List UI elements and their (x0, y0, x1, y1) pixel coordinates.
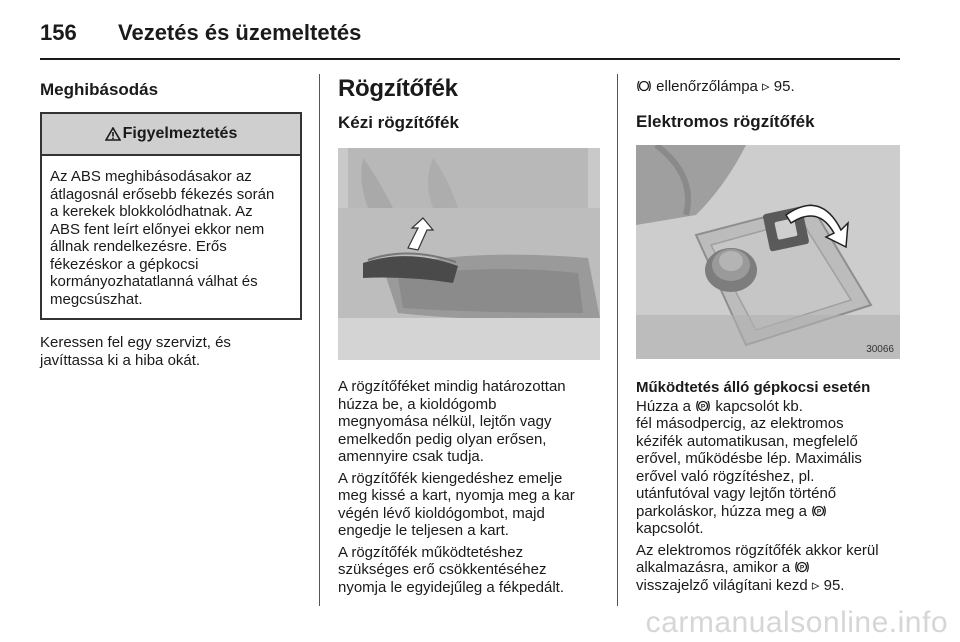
text-line: végén lévő kioldógombot, majd (338, 504, 545, 522)
text-line: engedje le teljesen a kart. (338, 522, 509, 539)
text-fragment: Húzza a (636, 397, 692, 415)
column-divider-2 (617, 74, 618, 606)
column-3 (636, 72, 900, 594)
paragraph-reduce-force (338, 544, 600, 597)
page-ref-arrow-icon: ▹ (762, 78, 770, 95)
text-line: Keressen fel egy szervizt, és (40, 334, 231, 351)
warning-header (42, 114, 300, 156)
text-line (636, 559, 900, 577)
svg-text:P: P (800, 564, 805, 572)
warning-line: Az ABS meghibásodásakor az (50, 168, 252, 185)
column-1 (40, 72, 302, 369)
text-line: emelkedőn pedig olyan erősen, (338, 430, 547, 448)
image-code-label: 30066 (866, 343, 894, 355)
text-line (636, 503, 900, 521)
text-line: nyomja le egyidejűleg a fékpedált. (338, 578, 564, 596)
warning-text (42, 156, 300, 318)
warning-triangle-icon (105, 127, 121, 141)
warning-line: megcsúszhat. (50, 290, 143, 308)
heading-operation-stationary: Működtetés álló gépkocsi esetén (636, 378, 871, 396)
lamp-text: ellenőrzőlámpa (656, 78, 758, 95)
section-heading-malfunction: Meghibásodás (40, 80, 159, 99)
text-line: erővel való rögzítéshez, pl. (636, 467, 815, 485)
warning-line: kormányozhatatlanná válhat és (50, 273, 258, 290)
warning-line: a kerekek blokkolódhatnak. Az (50, 203, 253, 220)
text-line: megnyomása nélkül, lejtőn vagy (338, 413, 552, 430)
text-line (636, 398, 900, 416)
text-line: erővel, működésbe lép. Maximális (636, 450, 862, 467)
column-2 (338, 72, 600, 596)
brake-switch-icon (811, 504, 827, 518)
text-line: fél másodpercig, az elektromos (636, 415, 844, 432)
text-line: utánfutóval vagy lejtőn történő (636, 485, 837, 502)
svg-text:P: P (816, 508, 822, 515)
paragraph-operate-switch (636, 398, 900, 538)
text-line: Az elektromos rögzítőfék akkor kerül (636, 541, 879, 559)
handbrake-photo (338, 148, 600, 360)
paragraph-release-brake (338, 470, 600, 540)
section-title-parking-brake: Rögzítőfék (338, 75, 458, 102)
text-fragment: parkoláskor, húzza meg a (636, 502, 807, 520)
text-line: amennyire csak tudja. (338, 448, 484, 465)
warning-box (40, 112, 302, 320)
service-paragraph (40, 334, 302, 369)
text-line (636, 577, 900, 595)
page-ref-arrow-icon: ▹ (811, 576, 820, 594)
subsection-title-manual-brake: Kézi rögzítőfék (338, 113, 459, 132)
paragraph-brake-applied (636, 542, 900, 595)
text-fragment: kapcsolót kb. (715, 397, 803, 415)
text-line: javíttassa ki a hiba okát. (40, 351, 201, 369)
page-header (40, 16, 900, 56)
watermark: carmanualsonline.info (645, 606, 948, 639)
brake-switch-icon (695, 399, 711, 413)
warning-line: átlagosnál erősebb fékezés során (50, 185, 275, 203)
lamp-reference-line (636, 78, 900, 96)
electric-brake-photo (636, 145, 900, 359)
electric-brake-illustration (636, 145, 900, 359)
svg-text:P: P (701, 403, 706, 410)
subsection-title-electric-brake: Elektromos rögzítőfék (636, 111, 815, 131)
brake-indicator-icon (794, 560, 810, 574)
text-line: A rögzítőfék működtetéshez (338, 543, 524, 561)
text-line: kézifék automatikusan, megfelelő (636, 432, 858, 450)
text-line: A rögzítőfék kiengedéshez emelje (338, 469, 563, 487)
text-line: húzza be, a kioldógomb (338, 395, 497, 413)
text-line: szükséges erő csökkentéséhez (338, 561, 547, 578)
page-number: 156 (40, 20, 77, 45)
warning-line: fékezéskor a gépkocsi (50, 255, 199, 273)
warning-line: állnak rendelkezésre. Erős (50, 238, 227, 255)
lamp-page-ref[interactable]: 95. (773, 78, 795, 95)
column-divider-1 (319, 74, 320, 606)
text-fragment: visszajelző világítani kezd (636, 576, 808, 594)
warning-line: ABS fent leírt előnyei ekkor nem (50, 220, 265, 238)
header-rule (40, 58, 900, 60)
indicator-page-ref[interactable]: 95. (823, 576, 845, 594)
text-line: kapcsolót. (636, 520, 704, 537)
paragraph-apply-brake (338, 378, 600, 466)
handbrake-illustration (338, 148, 600, 360)
warning-title: Figyelmeztetés (122, 125, 238, 142)
text-line: meg kissé a kart, nyomja meg a kar (338, 487, 575, 504)
text-fragment: alkalmazásra, amikor a (636, 559, 791, 576)
chapter-title: Vezetés és üzemeltetés (118, 20, 362, 45)
text-line: A rögzítőféket mindig határozottan (338, 378, 566, 395)
brake-warning-lamp-icon (636, 79, 652, 93)
